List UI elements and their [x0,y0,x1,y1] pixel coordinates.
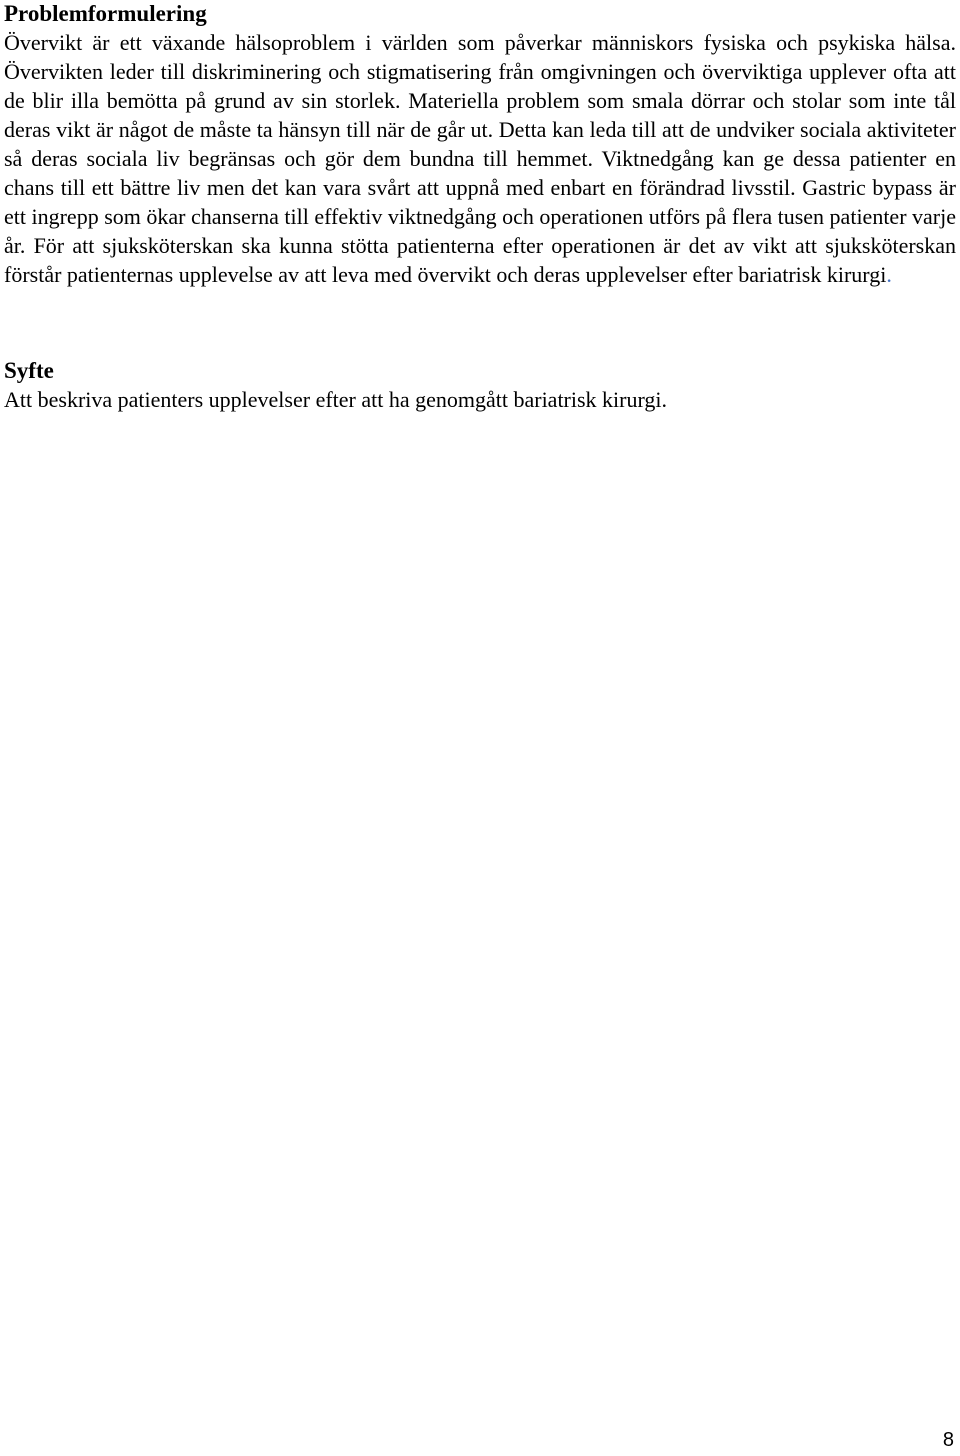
accent-period: . [886,262,892,287]
problem-paragraph-text: Övervikt är ett växande hälsoproblem i världen som påverkar människors fysiska och psykiska hälsa. Övervikten leder till diskriminering och stigmatisering från omgivningen och överviktiga upplever ofta att de blir illa bemötta på grund av sin storlek. Materiella problem som smala dörrar och stolar som inte tål deras vikt är något de måste ta hänsyn till när de går ut. Detta kan leda till att de undviker sociala aktiviteter så deras sociala liv begränsas och gör dem bundna till hemmet. Viktnedgång kan ge dessa patienter en chans till ett bättre liv men det kan vara svårt att uppnå med enbart en förändrad livsstil. Gastric bypass är ett ingrepp som ökar chanserna till effektiv viktnedgång och operationen utförs på flera tusen patienter varje år. För att sjuksköterskan ska kunna stötta patienterna efter operationen är det av vikt att sjuksköterskan förstår patienternas upplevelse av att leva med övervikt och deras upplevelser efter bariatrisk kirurgi [4,30,956,287]
page-number: 8 [942,1429,954,1451]
heading-problemformulering: Problemformulering [4,1,207,26]
document-page [4,0,956,414]
syfte-paragraph: Att beskriva patienters upplevelser efter att ha genomgått bariatrisk kirurgi. [4,387,668,412]
problem-paragraph [4,28,956,289]
heading-syfte: Syfte [4,358,54,383]
section-spacer [4,289,956,357]
